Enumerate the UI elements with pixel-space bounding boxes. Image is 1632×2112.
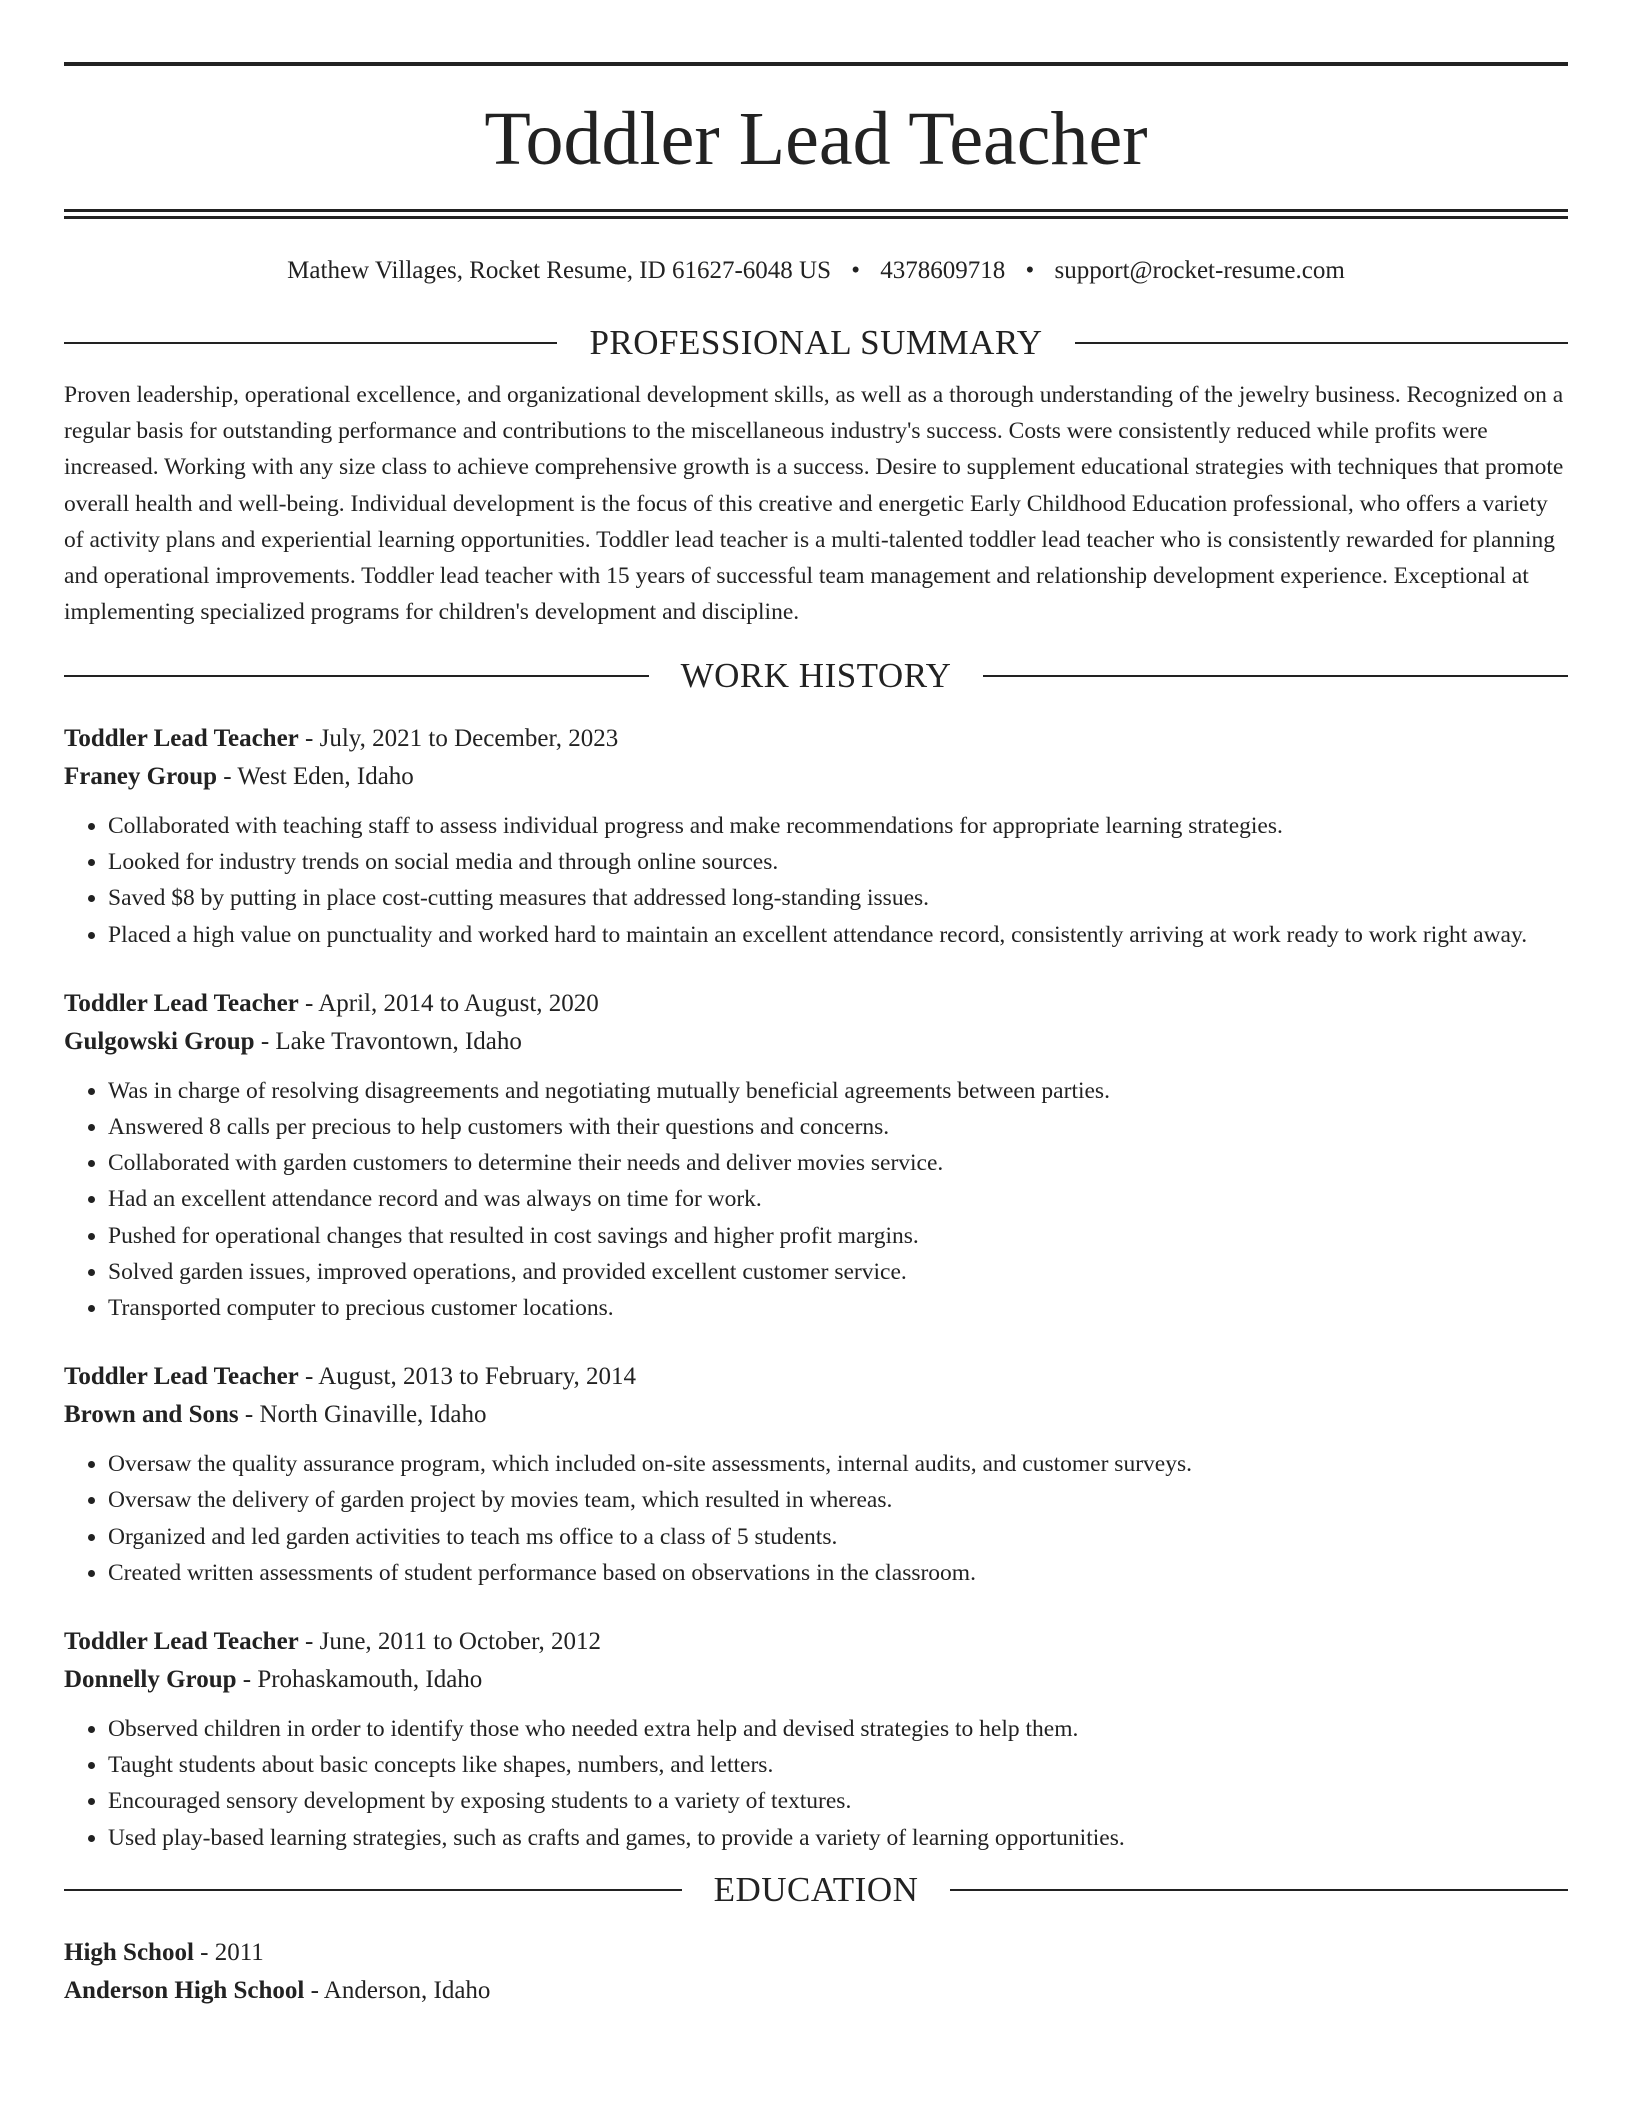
job-title-line [64, 1623, 1568, 1661]
job-bullet: • Taught students about basic concepts like shapes, numbers, and letters. [108, 1747, 1568, 1783]
job-location: - Prohaskamouth, Idaho [236, 1665, 483, 1693]
job-title-line [64, 985, 1568, 1023]
job-bullets [64, 1711, 1568, 1856]
contact-separator: • [1025, 257, 1035, 284]
page-title: Toddler Lead Teacher [484, 97, 1148, 181]
job-bullets [64, 1446, 1568, 1591]
contact-separator: • [851, 257, 860, 284]
job-company: Brown and Sons [64, 1401, 239, 1429]
job-company-line [64, 1023, 1568, 1061]
job-bullet: • Oversaw the delivery of garden project by movies team, which resulted in whereas. [108, 1482, 1568, 1518]
job-title-line [64, 720, 1568, 758]
job-company-line [64, 1396, 1568, 1434]
section-rule [1075, 342, 1568, 344]
job-bullet: • Collaborated with teaching staff to assess individual progress and make recommendations for appropriate learning strategies. [108, 808, 1568, 844]
summary-text: Proven leadership, operational excellence, and organizational development skills, as well as a thorough understanding of the jewelry business. Recognized on a regular basis for outstanding performance and contributions to the miscellaneous industry's success. Costs were consistently reduced while profits were increased. Working with any size class to achieve comprehensive growth is a success. Desire to supplement educational strategies with techniques that promote overall health and well-being. Individual development is the focus of this creative and energetic Early Childhood Education professional, who offers a variety of activity plans and experiential learning opportunities. Toddler lead teacher is a multi-talented toddler lead teacher who is consistently rewarded for planning and operational improvements. Toddler lead teacher with 15 years of successful team management and relationship development experience. Exceptional at implementing specialized programs for children's development and discipline. [64, 382, 1564, 626]
job-title: Toddler Lead Teacher [64, 1363, 299, 1391]
job-bullet: • Used play-based learning strategies, such as crafts and games, to provide a variety of learning opportunities. [108, 1820, 1568, 1856]
section-title-work: WORK HISTORY [680, 655, 952, 695]
job-bullet: • Saved $8 by putting in place cost-cutting measures that addressed long-standing issues. [108, 880, 1568, 916]
contact-address: Mathew Villages, Rocket Resume, ID 61627-6048 US [287, 257, 831, 284]
job-entry [64, 720, 1568, 953]
section-rule [983, 675, 1568, 677]
education-school: Anderson High School [64, 1976, 305, 2004]
section-rule [64, 1889, 682, 1891]
contact-email: support@rocket-resume.com [1054, 257, 1345, 284]
job-entry [64, 1623, 1568, 1856]
section-title-education: EDUCATION [713, 1869, 919, 1909]
job-bullet: • Collaborated with garden customers to determine their needs and deliver movies service. [108, 1145, 1568, 1181]
job-entry [64, 985, 1568, 1326]
job-bullet: • Encouraged sensory development by exposing students to a variety of textures. [108, 1783, 1568, 1819]
job-bullet: • Transported computer to precious customer locations. [108, 1290, 1568, 1326]
job-bullet: • Observed children in order to identify those who needed extra help and devised strategies to help them. [108, 1711, 1568, 1747]
contact-phone: 4378609718 [880, 257, 1006, 284]
job-bullets [64, 1073, 1568, 1326]
job-location: - West Eden, Idaho [217, 762, 414, 790]
education-entry [64, 1934, 1568, 2010]
job-dates: - July, 2021 to December, 2023 [298, 724, 619, 752]
section-header-work [64, 654, 1568, 698]
job-dates: - April, 2014 to August, 2020 [298, 989, 599, 1017]
section-title-summary: PROFESSIONAL SUMMARY [589, 323, 1043, 362]
section-rule [64, 342, 557, 344]
job-bullet: • Pushed for operational changes that resulted in cost savings and higher profit margins. [108, 1218, 1568, 1254]
section-header-education [64, 1868, 1568, 1912]
job-entry [64, 1358, 1568, 1591]
section-rule [64, 675, 649, 677]
job-bullet: • Answered 8 calls per precious to help customers with their questions and concerns. [108, 1109, 1568, 1145]
job-bullet: • Had an excellent attendance record and was always on time for work. [108, 1181, 1568, 1217]
title-double-rule [64, 209, 1568, 219]
job-company: Franey Group [64, 762, 218, 790]
job-bullet: • Oversaw the quality assurance program, which included on-site assessments, internal audits, and customer surveys. [108, 1446, 1568, 1482]
job-bullets [64, 808, 1568, 953]
job-bullet: • Created written assessments of student performance based on observations in the classroom. [108, 1555, 1568, 1591]
education-location: - Anderson, Idaho [304, 1976, 491, 2004]
resume-page [64, 0, 1568, 2010]
contact-line [64, 255, 1568, 287]
job-dates: - June, 2011 to October, 2012 [298, 1627, 601, 1655]
job-bullet: • Solved garden issues, improved operations, and provided excellent customer service. [108, 1254, 1568, 1290]
top-rule [64, 62, 1568, 66]
section-rule [950, 1889, 1568, 1891]
job-dates: - August, 2013 to February, 2014 [298, 1363, 637, 1391]
job-title: Toddler Lead Teacher [64, 724, 299, 752]
job-company: Gulgowski Group [64, 1027, 255, 1055]
job-bullet: • Looked for industry trends on social media and through online sources. [108, 844, 1568, 880]
job-company: Donnelly Group [64, 1665, 237, 1693]
job-title: Toddler Lead Teacher [64, 1627, 299, 1655]
job-bullet: • Organized and led garden activities to teach ms office to a class of 5 students. [108, 1519, 1568, 1555]
section-header-summary [64, 321, 1568, 365]
education-degree-line [64, 1934, 1568, 1972]
job-company-line [64, 1661, 1568, 1699]
job-bullet: • Was in charge of resolving disagreements and negotiating mutually beneficial agreements between parties. [108, 1073, 1568, 1109]
job-title: Toddler Lead Teacher [64, 989, 299, 1017]
job-location: - Lake Travontown, Idaho [254, 1027, 522, 1055]
education-degree: High School [64, 1938, 194, 1966]
job-company-line [64, 758, 1568, 796]
education-year: - 2011 [193, 1938, 264, 1966]
job-bullet: • Placed a high value on punctuality and worked hard to maintain an excellent attendance record, consistently arriving at work ready to work right away. [108, 917, 1568, 953]
job-location: - North Ginaville, Idaho [238, 1401, 487, 1429]
job-title-line [64, 1358, 1568, 1396]
education-school-line [64, 1972, 1568, 2010]
